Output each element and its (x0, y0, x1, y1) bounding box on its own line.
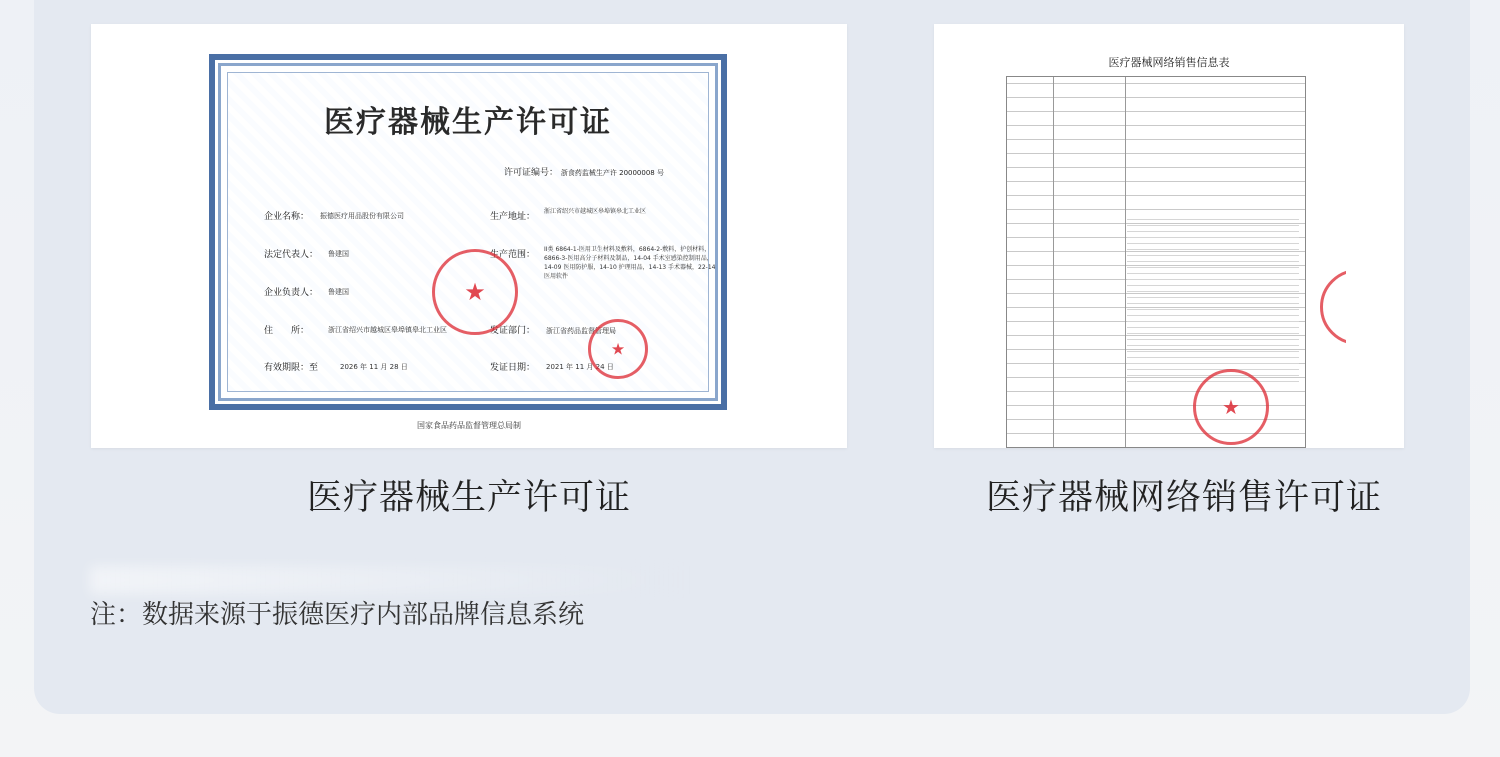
certificate-title: 医疗器械生产许可证 (324, 105, 612, 140)
license-number-label: 许可证编号： (504, 168, 559, 178)
company-name-label: 企业名称： (264, 212, 310, 222)
issuer-seal-stamp (588, 319, 648, 379)
online-sales-license-image (934, 24, 1404, 448)
edge-seal-clip (1320, 264, 1346, 344)
legal-rep-label: 法定代表人： (264, 250, 319, 260)
production-scope-value: II类 6864-1-医用卫生材料及敷料，6864-2-敷料，护创材料，6866-3-医用高分子材料及制品，14-04 手术室感染控制用品，14-09 医用防护服，14-10 护理用品，14-13 手术器械，22-14 医用软件 (544, 246, 716, 280)
validity-value: 2026 年 11 月 28 日 (340, 363, 408, 371)
production-address-label: 生产地址： (490, 212, 536, 222)
legal-rep-value: 鲁建国 (328, 250, 349, 258)
address-label: 住 所： (264, 326, 310, 336)
production-address-value: 浙江省绍兴市越城区皋埠镇皋北工业区 (544, 208, 647, 215)
certificate-footer: 国家食品药品监督管理总局制 (417, 421, 521, 430)
edge-seal-stamp (1320, 269, 1346, 344)
source-note: 注：数据来源于振德医疗内部品牌信息系统 (90, 600, 585, 630)
production-scope-label: 生产范围： (490, 250, 536, 260)
issuing-authority-value: 浙江省药品监督管理局 (546, 327, 616, 335)
form-title: 医疗器械网络销售信息表 (1108, 56, 1230, 69)
responsible-person-label: 企业负责人： (264, 288, 319, 298)
form-seal-stamp (1193, 369, 1269, 445)
form-text-lines (1127, 217, 1299, 387)
form-table (1006, 76, 1306, 448)
faded-text-ghost (90, 566, 690, 594)
issue-date-label: 发证日期： (490, 363, 536, 373)
official-seal-stamp (432, 249, 518, 335)
issuer-seal-star-icon: ★ (610, 339, 626, 359)
certificate-frame (209, 54, 727, 410)
online-sales-license-caption: 医疗器械网络销售许可证 (985, 478, 1382, 518)
production-license-caption: 医疗器械生产许可证 (306, 478, 631, 518)
responsible-person-value: 鲁建国 (328, 288, 349, 296)
validity-label: 有效期限：至 (264, 363, 319, 373)
license-number (504, 165, 664, 178)
address-value: 浙江省绍兴市越城区皋埠镇皋北工业区 (328, 326, 447, 334)
issuing-authority-label: 发证部门： (490, 326, 536, 336)
seal-star-icon: ★ (464, 278, 486, 306)
certificate-inner (227, 72, 716, 392)
company-name-value: 振德医疗用品股份有限公司 (320, 212, 404, 220)
form-col-divider (1125, 77, 1126, 447)
license-number-value: 浙食药监械生产许 20000008 号 (560, 169, 664, 177)
issue-date-value: 2021 年 11 月 24 日 (546, 363, 614, 371)
form-col-divider (1053, 77, 1054, 447)
form-seal-star-icon: ★ (1222, 395, 1240, 419)
production-license-image (91, 24, 847, 448)
